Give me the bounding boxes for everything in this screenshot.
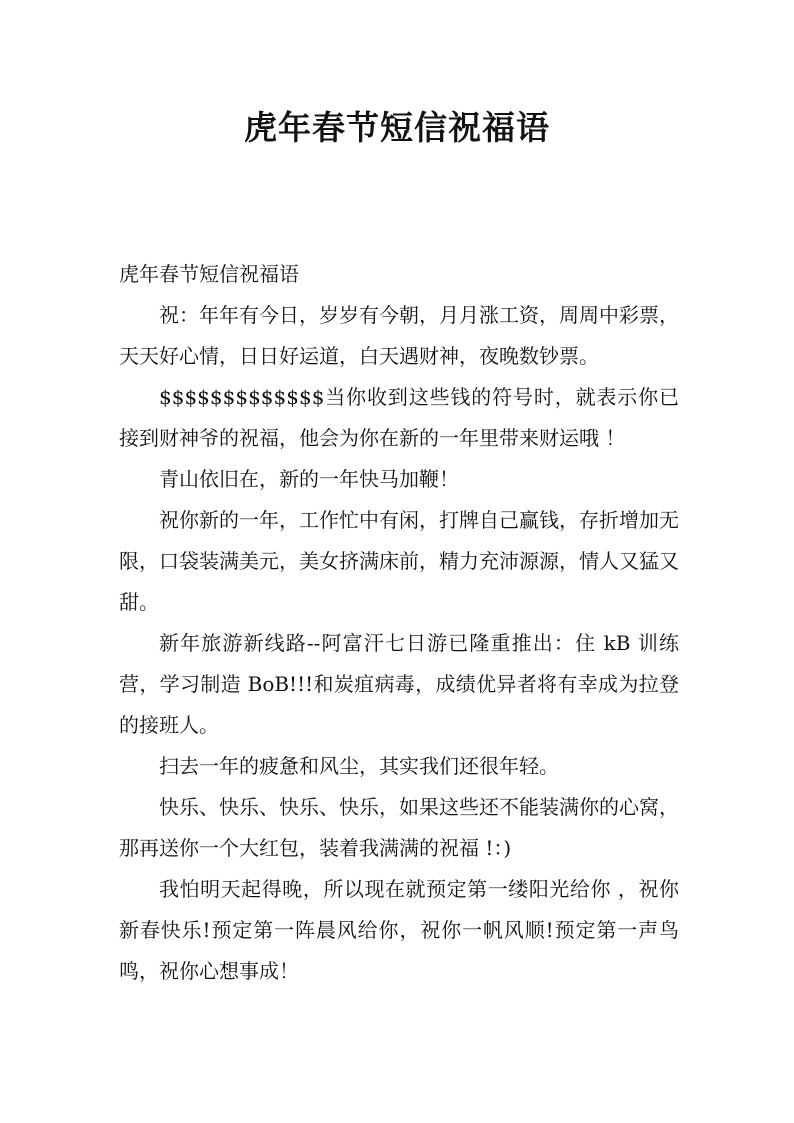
paragraph: 青山依旧在，新的一年快马加鞭！ bbox=[159, 467, 459, 491]
paragraph: 祝你新的一年，工作忙中有闲，打牌自己赢钱，存折增加无限，口袋装满美元，美女挤满床前，精力充沛源源，情人又猛又甜。 bbox=[119, 508, 679, 614]
document-subtitle: 虎年春节短信祝福语 bbox=[119, 262, 299, 286]
paragraph: 我怕明天起得晚，所以现在就预定第一缕阳光给你 ，祝你新春快乐!预定第一阵晨风给你，祝你一帆风顺!预定第一声鸟鸣，祝你心想事成！ bbox=[119, 877, 679, 983]
paragraph: 祝：年年有今日，岁岁有今朝，月月涨工资，周周中彩票，天天好心情，日日好运道，白天遇财神，夜晚数钞票。 bbox=[119, 303, 679, 368]
document-title: 虎年春节短信祝福语 bbox=[244, 108, 550, 147]
paragraph: 快乐、快乐、快乐、快乐，如果这些还不能装满你的心窝，那再送你一个大红包，装着我满满的祝福 !：) bbox=[119, 795, 679, 860]
paragraph: $$$$$$$$$$$$$当你收到这些钱的符号时，就表示你已接到财神爷的祝福，他会为你在新的一年里带来财运哦 ！ bbox=[119, 385, 679, 450]
paragraph: 扫去一年的疲惫和风尘，其实我们还很年轻。 bbox=[159, 754, 559, 778]
paragraph: 新年旅游新线路--阿富汗七日游已隆重推出：住 kB 训练营，学习制造 BoB!!!和炭疽病毒，成绩优异者将有幸成为拉登的接班人。 bbox=[119, 631, 679, 737]
document-body bbox=[119, 254, 679, 992]
